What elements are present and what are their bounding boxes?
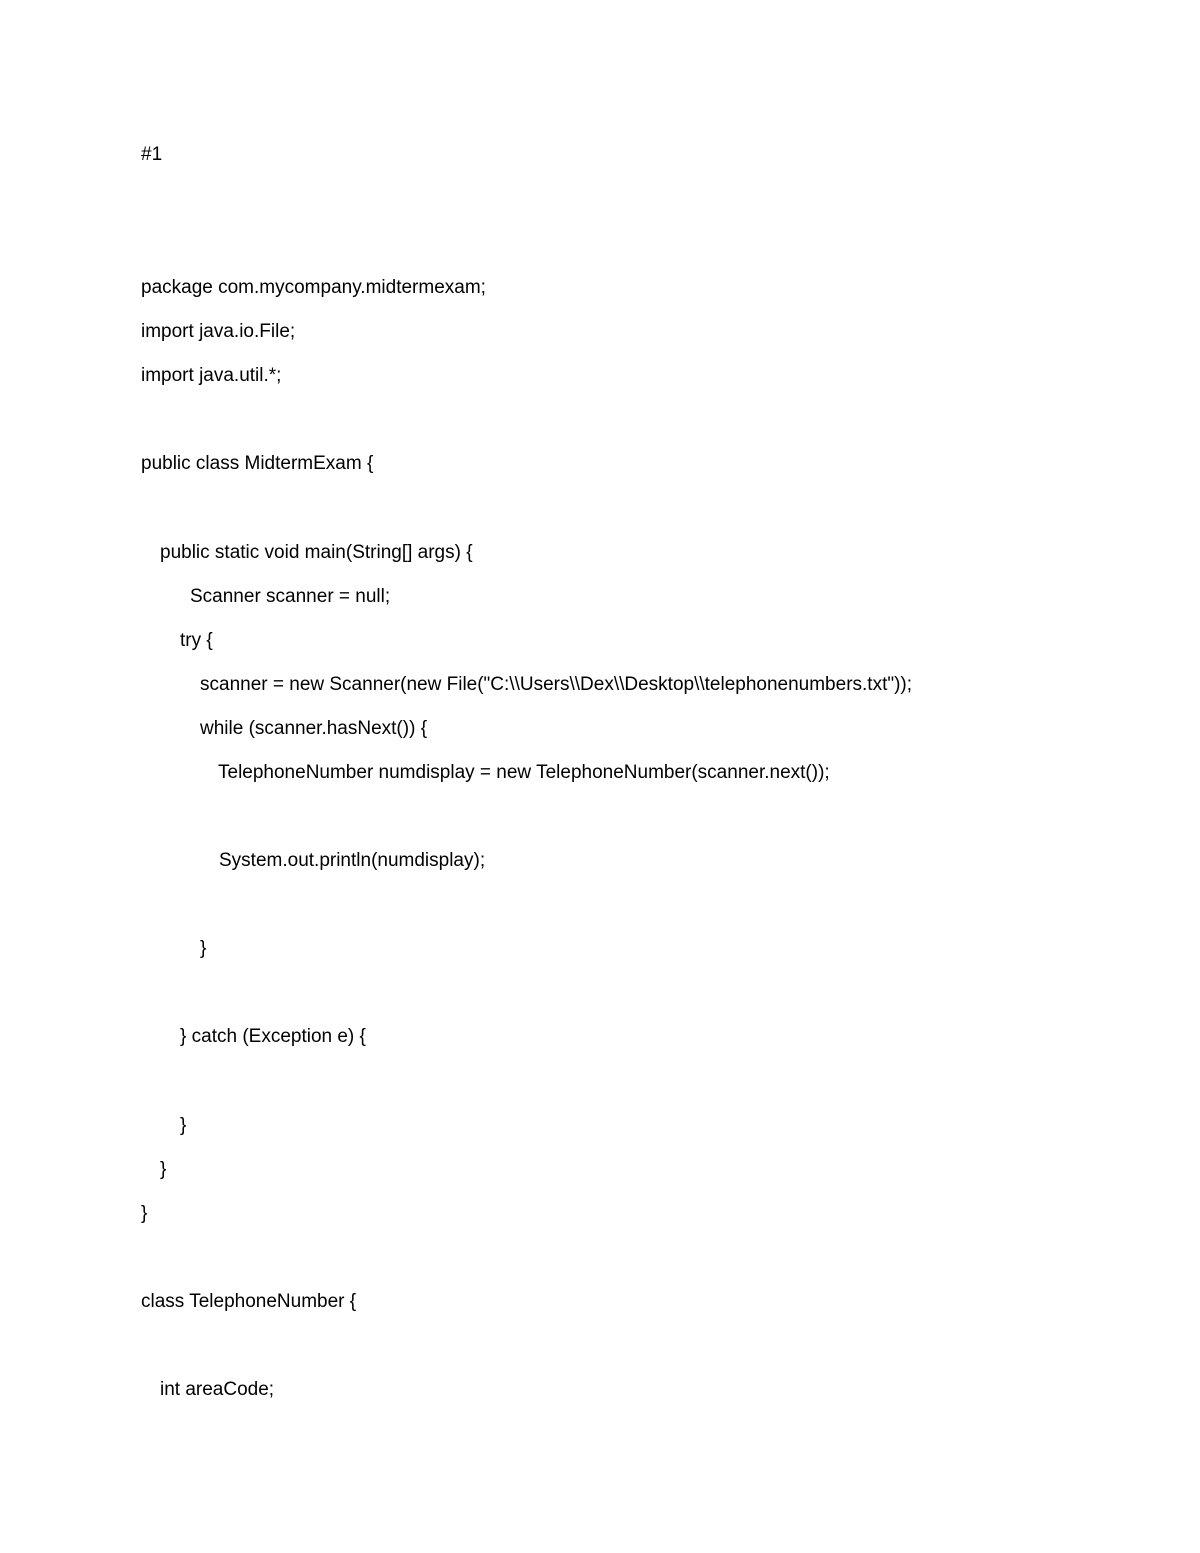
code-line: import java.util.*;: [141, 365, 282, 386]
code-line: import java.io.File;: [141, 321, 296, 342]
code-line: } catch (Exception e) {: [180, 1026, 366, 1047]
code-line: scanner = new Scanner(new File("C:\\Users\\Dex\\Desktop\\telephonenumbers.txt"));: [200, 674, 913, 695]
code-line: public class MidtermExam {: [141, 453, 374, 474]
code-line: Scanner scanner = null;: [190, 586, 391, 607]
code-line: }: [160, 1159, 167, 1180]
code-line: while (scanner.hasNext()) {: [200, 718, 428, 739]
code-line: int areaCode;: [160, 1379, 275, 1400]
code-line: class TelephoneNumber {: [141, 1291, 357, 1312]
code-line: TelephoneNumber numdisplay = new TelephoneNumber(scanner.next());: [218, 762, 830, 783]
code-line: public static void main(String[] args) {: [160, 542, 473, 563]
question-number: #1: [141, 144, 163, 165]
code-line: }: [141, 1203, 148, 1224]
code-line: }: [200, 938, 207, 959]
code-line: System.out.println(numdisplay);: [219, 850, 486, 871]
code-line: package com.mycompany.midtermexam;: [141, 277, 486, 298]
code-line: }: [180, 1115, 187, 1136]
code-line: try {: [180, 630, 213, 651]
